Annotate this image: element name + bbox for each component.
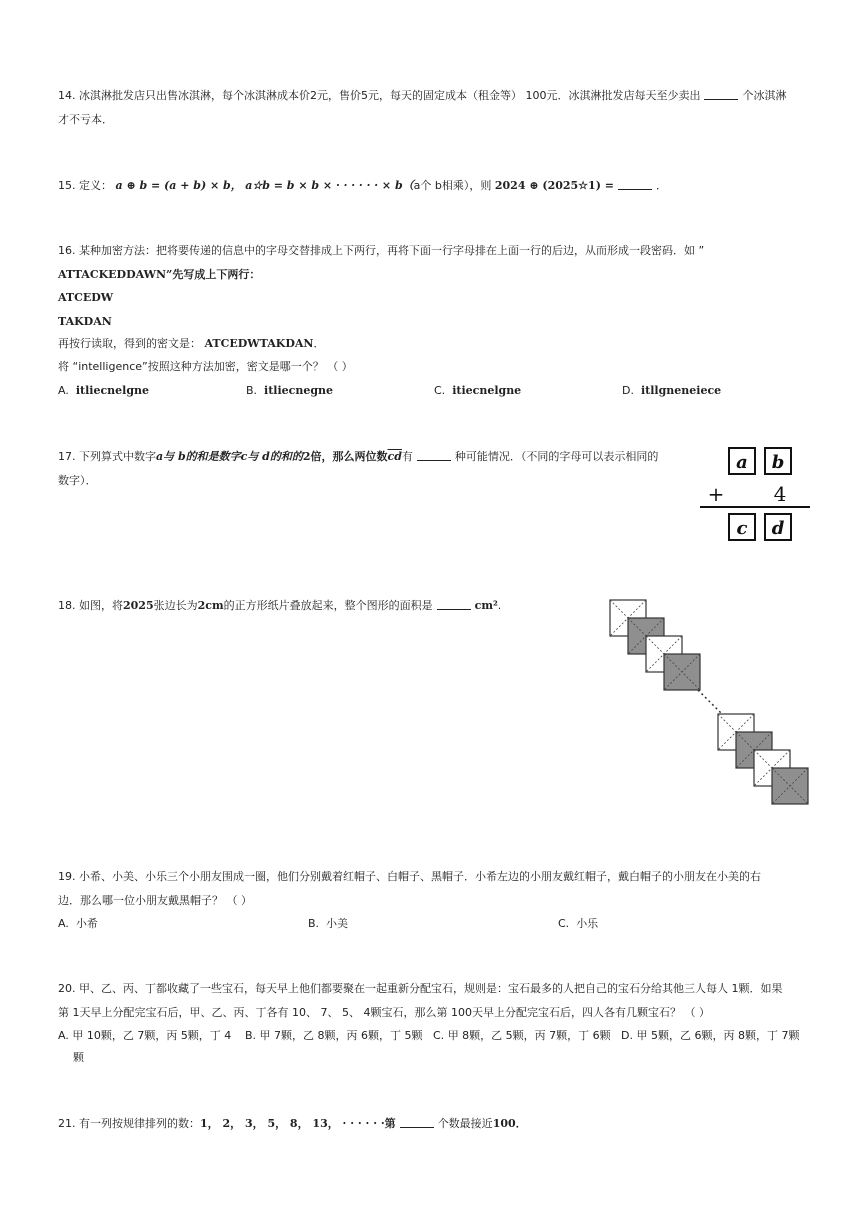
- q20-option-a[interactable]: [58, 1029, 232, 1064]
- q17-text-has: 有: [401, 450, 413, 463]
- q18-answer-blank[interactable]: [437, 608, 471, 610]
- q18-text-mid2: 的正方形纸片叠放起来，整个图形的面积是: [223, 599, 433, 612]
- q21-answer-blank[interactable]: [400, 1126, 434, 1128]
- q17-text-line2: 数字）．: [58, 474, 97, 487]
- q18-period: .: [497, 599, 502, 612]
- option-text: itliecnegne: [264, 384, 334, 397]
- q20-option-c[interactable]: [433, 1030, 611, 1041]
- q21-text: 21. 有一列按规律排列的数：: [58, 1117, 200, 1130]
- q18-text: 18. 如图，将: [58, 599, 123, 612]
- q19-option-c[interactable]: [558, 918, 598, 929]
- q15-expression: 2024 ⊕ (2025☆1) =: [494, 179, 614, 192]
- q19-text-line2: 边．那么哪一位小朋友戴黑帽子？ （ ）: [58, 894, 252, 907]
- digit-d: d: [771, 518, 785, 539]
- q16-text-line1: 16. 某种加密方法：把将要传递的信息中的字母交替排成上下两行，再将下面一行字母排在上面一行的后边，从而形成一段密码．如 ”: [58, 244, 705, 257]
- option-label: D.: [621, 1029, 633, 1042]
- digit-four: 4: [773, 482, 787, 506]
- q20-option-d[interactable]: [621, 1030, 799, 1041]
- option-label: D.: [622, 384, 634, 397]
- option-text: itliecnelgne: [75, 384, 150, 397]
- q20-text-line2: 第 1天早上分配完宝石后，甲、乙、丙、丁各有 10、 7、 5、 4颗宝石，那么第 100天早上分配完宝石后，四人各有几颗宝石？ （ ）: [58, 1006, 710, 1019]
- q16-option-a[interactable]: [58, 385, 149, 396]
- q21-text-end: 个数最接近: [437, 1117, 493, 1130]
- q17-addition-diagram: [698, 444, 812, 544]
- option-text-wrap: 颗: [73, 1051, 84, 1064]
- option-text: 小乐: [576, 917, 599, 930]
- q18-stacked-squares-figure: [600, 594, 814, 816]
- q14-text: 14. 冰淇淋批发店只出售冰淇淋，每个冰淇淋成本价2元，售价5元，每天的固定成本（租金等） 100元．冰淇淋批发店每天至少卖出: [58, 89, 701, 102]
- ellipsis-connector: [698, 690, 722, 714]
- q16-option-d[interactable]: [622, 385, 721, 396]
- q16-question: 将 “intelligence”按照这种方法加密，密文是哪一个？ （ ）: [58, 360, 353, 373]
- q16-example: ATTACKEDDAWN”先写成上下两行：: [58, 268, 261, 281]
- option-text: 甲 10颗，乙 7颗，丙 5颗，丁 4: [72, 1029, 232, 1042]
- q16-text-line5: 再按行读取，得到的密文是：: [58, 337, 201, 350]
- q16-row-bottom: TAKDAN: [58, 315, 112, 328]
- option-label: C.: [433, 1029, 445, 1042]
- q15-definition-note: a个 b相乘），则: [413, 179, 492, 192]
- q16-ciphertext: ATCEDWTAKDAN: [204, 337, 314, 350]
- option-text: 甲 8颗，乙 5颗，丙 7颗，丁 6颗: [447, 1029, 611, 1042]
- q17-text-end: 种可能情况．（不同的字母可以表示相同的: [454, 450, 659, 463]
- option-text: 小希: [75, 917, 98, 930]
- q17-text: 17. 下列算式中数字: [58, 450, 156, 463]
- q20-option-b[interactable]: [245, 1030, 423, 1041]
- option-label: A.: [58, 917, 69, 930]
- q18-count: 2025: [123, 599, 154, 612]
- q17-text-cd: c与 d的和的: [240, 450, 303, 463]
- square-bottom-4: [772, 768, 808, 804]
- option-text: 甲 7颗，乙 8颗，丙 6颗，丁 5颗: [259, 1029, 423, 1042]
- q16-row-top: ATCEDW: [58, 291, 114, 304]
- q14-text-line2: 才不亏本．: [58, 113, 113, 126]
- option-label: C.: [434, 384, 446, 397]
- q18-text-mid: 张边长为: [153, 599, 198, 612]
- q21-sequence: 1， 2， 3， 5， 8， 13， · · · · · ·第: [200, 1117, 396, 1130]
- square-top-4: [664, 654, 700, 690]
- q20-text-line1: 20. 甲、乙、丙、丁都收藏了一些宝石，每天早上他们都要聚在一起重新分配宝石，规则是：宝石最多的人把自己的宝石分给其他三人每人 1颗．如果: [58, 982, 783, 995]
- q15-answer-blank[interactable]: [618, 188, 652, 190]
- option-label: A.: [58, 384, 69, 397]
- q18-side-length: 2cm: [197, 599, 224, 612]
- option-label: A.: [58, 1029, 69, 1042]
- option-label: B.: [308, 917, 320, 930]
- digit-b: b: [771, 452, 785, 473]
- digit-c: c: [736, 518, 748, 539]
- q16-option-b[interactable]: [246, 385, 333, 396]
- q17-answer-blank[interactable]: [417, 459, 451, 461]
- q16-option-c[interactable]: [434, 385, 521, 396]
- q14-text-end: 个冰淇淋: [742, 89, 787, 102]
- option-text: 甲 5颗，乙 6颗，丙 8颗，丁 7颗: [636, 1029, 800, 1042]
- q17-text-ab: a与 b的和是数字: [156, 450, 241, 463]
- q17-two-digit-number: $\overline{cd}$: [387, 450, 402, 463]
- option-text: itiecnelgne: [452, 384, 522, 397]
- q17-text-double: 2倍，那么两位数: [302, 450, 388, 463]
- q15-definition-2: a☆b = b × b × · · · · · · × b（: [245, 179, 414, 192]
- q14-answer-blank[interactable]: [704, 98, 738, 100]
- q19-option-a[interactable]: [58, 918, 98, 929]
- digit-a: a: [736, 452, 748, 473]
- q18-unit: cm²: [474, 599, 498, 612]
- q21-target: 100．: [492, 1117, 527, 1130]
- plus-sign: +: [707, 482, 725, 506]
- option-label: C.: [558, 917, 570, 930]
- q15-prefix: 15. 定义：: [58, 179, 112, 192]
- q15-suffix: ．: [655, 179, 667, 192]
- option-label: B.: [246, 384, 258, 397]
- q19-option-b[interactable]: [308, 918, 348, 929]
- q15-definition-1: a ⊕ b = (a + b) × b，: [115, 179, 242, 192]
- option-text: itllgneneiece: [640, 384, 722, 397]
- option-label: B.: [245, 1029, 257, 1042]
- q16-period: ．: [313, 337, 325, 350]
- q19-text-line1: 19. 小希、小美、小乐三个小朋友围成一圈，他们分别戴着红帽子、白帽子、黑帽子．小希左边的小朋友戴红帽子，戴白帽子的小朋友在小美的右: [58, 870, 761, 883]
- option-text: 小美: [326, 917, 349, 930]
